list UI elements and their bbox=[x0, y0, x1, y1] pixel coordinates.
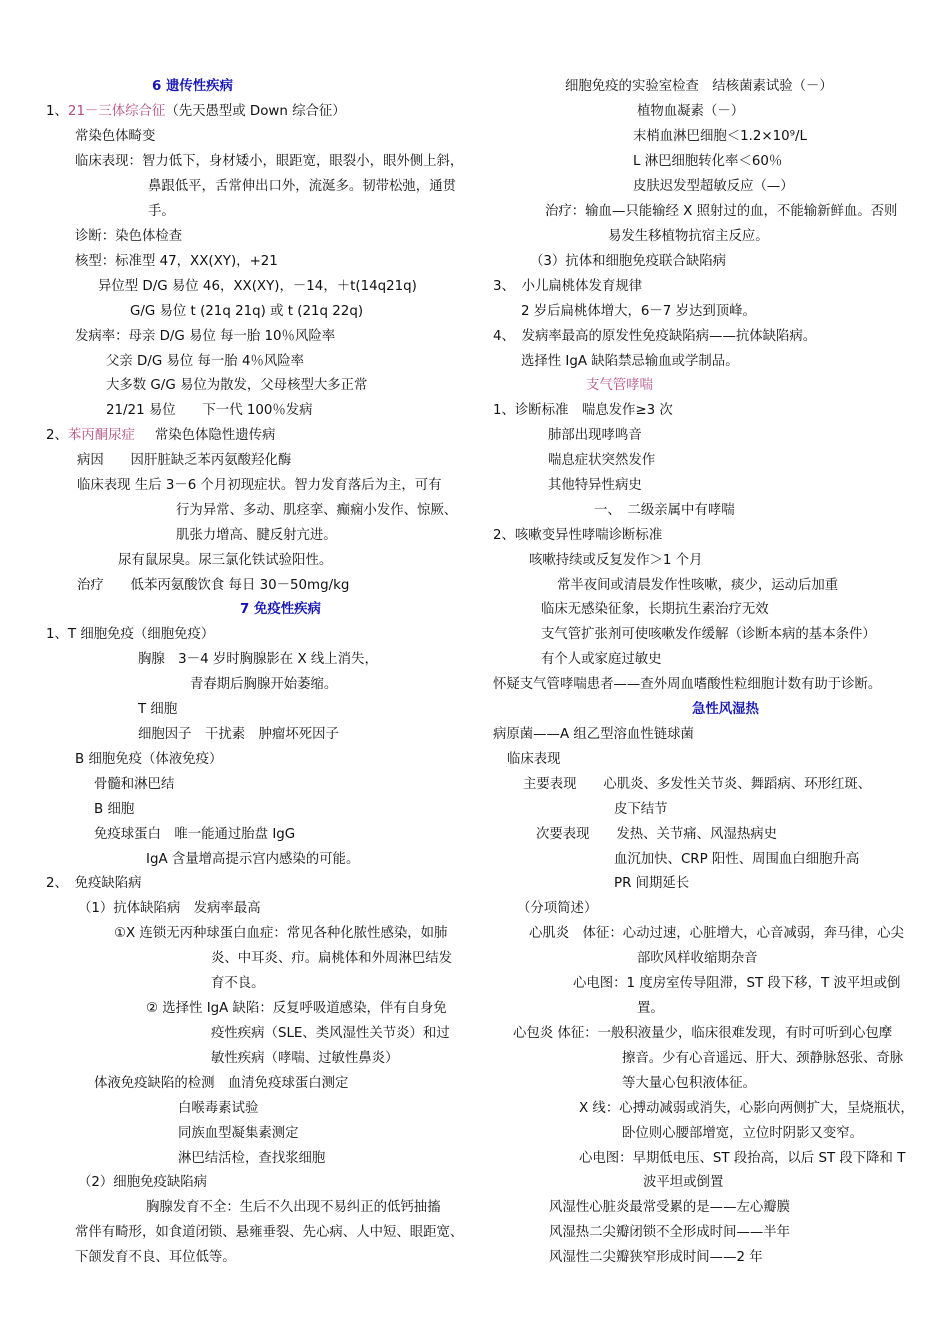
text-line: 鼻跟低平，舌常伸出口外，流涎多。韧带松弛，通贯 bbox=[148, 179, 456, 194]
text-line: 青春期后胸腺开始萎缩。 bbox=[190, 677, 338, 692]
text-line: 诊断：染色体检查 bbox=[75, 229, 183, 244]
text-line: PR 间期延长 bbox=[614, 876, 690, 891]
text-line: 卧位则心腰部增宽，立位时阴影又变窄。 bbox=[622, 1126, 864, 1141]
text-line: IgA 含量增高提示宫内感染的可能。 bbox=[146, 852, 360, 867]
text-line: 风湿热二尖瓣闭锁不全形成时间——半年 bbox=[549, 1225, 791, 1240]
disease-2-name: 苯丙酮尿症 bbox=[67, 428, 135, 443]
item-number: 2、 bbox=[46, 428, 68, 443]
text-line: 擦音。少有心音遥远、肝大、颈静脉怒张、奇脉 bbox=[622, 1051, 904, 1066]
text-line: 常伴有畸形，如食道闭锁、悬雍垂裂、先心病、人中短、眼距宽、 bbox=[75, 1225, 464, 1240]
text-line: 易发生移植物抗宿主反应。 bbox=[608, 229, 769, 244]
text-line: 部吹风样收缩期杂音 bbox=[637, 951, 758, 966]
text-line: 免疫球蛋白 唯一能通过胎盘 IgG bbox=[94, 827, 296, 842]
text-line: 支气管扩张剂可使咳嗽发作缓解（诊断本病的基本条件） bbox=[541, 627, 876, 642]
text-line: 细胞因子 干扰素 肿瘤坏死因子 bbox=[138, 727, 339, 742]
text-line: 其他特异性病史 bbox=[548, 478, 642, 493]
text-line: 病因 因肝脏缺乏苯丙氨酸羟化酶 bbox=[77, 453, 292, 468]
text-line: 临床表现：智力低下，身材矮小，眼距宽，眼裂小，眼外侧上斜， bbox=[75, 154, 464, 169]
text-line: 敏性疾病（哮喘、过敏性鼻炎） bbox=[211, 1051, 399, 1066]
text-line: 治疗：输血—只能输经 X 照射过的血，不能输新鲜血。否则 bbox=[545, 204, 898, 219]
text-line: （1）抗体缺陷病 发病率最高 bbox=[78, 901, 261, 916]
disease-2-line bbox=[46, 427, 275, 445]
text-line: 一、 二级亲属中有哮喘 bbox=[594, 503, 735, 518]
text-line: 2 岁后扁桃体增大，6－7 岁达到顶峰。 bbox=[521, 304, 756, 319]
text-line: B 细胞免疫（体液免疫） bbox=[75, 752, 223, 767]
text-line: 1、诊断标准 喘息发作≥3 次 bbox=[493, 403, 673, 418]
text-line: 风湿性二尖瓣狭窄形成时间——2 年 bbox=[549, 1250, 763, 1265]
text-line: 炎、中耳炎、疖。扁桃体和外周淋巴结发 bbox=[211, 951, 453, 966]
text-line: 等大量心包积液体征。 bbox=[622, 1076, 756, 1091]
text-line: 21/21 易位 下一代 100％发病 bbox=[106, 403, 313, 418]
text-line: 异位型 D/G 易位 46，XX(XY)，－14，＋t(14q21q) bbox=[98, 279, 417, 294]
text-line: 怀疑支气管哮喘患者——查外周血嗜酸性粒细胞计数有助于诊断。 bbox=[493, 677, 882, 692]
section-7-title: 7 免疫性疾病 bbox=[240, 602, 321, 617]
text-line: 皮肤迟发型超敏反应（—） bbox=[633, 179, 794, 194]
text-line: 心电图：早期低电压、ST 段抬高，以后 ST 段下降和 T bbox=[579, 1151, 906, 1166]
text-line: 心包炎 体征：一般积液量少，临床很难发现，有时可听到心包摩 bbox=[513, 1026, 893, 1041]
text-line: 心电图：1 度房室传导阻滞，ST 段下移，T 波平坦或倒 bbox=[573, 976, 901, 991]
asthma-title: 支气管哮喘 bbox=[586, 378, 653, 393]
text-line: 治疗 低苯丙氨酸饮食 每日 30－50mg/kg bbox=[77, 578, 350, 593]
text-line: 咳嗽持续或反复发作＞1 个月 bbox=[529, 553, 703, 568]
text-line: 下颌发育不良、耳位低等。 bbox=[75, 1250, 236, 1265]
text-line: 临床表现 bbox=[507, 752, 561, 767]
text-line: 育不良。 bbox=[211, 976, 265, 991]
text-line: 波平坦或倒置 bbox=[643, 1175, 724, 1190]
disease-1-name: 21－三体综合征 bbox=[67, 104, 166, 119]
disease-2-type: 常染色体隐性遗传病 bbox=[154, 428, 276, 443]
rheumatic-fever-title: 急性风湿热 bbox=[692, 702, 759, 717]
text-line: 胸腺发育不全：生后不久出现不易纠正的低钙抽搐 bbox=[146, 1200, 441, 1215]
text-line: X 线：心搏动减弱或消失，心影向两侧扩大，呈烧瓶状， bbox=[579, 1101, 914, 1116]
text-line: 体液免疫缺陷的检测 血清免疫球蛋白测定 bbox=[94, 1076, 349, 1091]
text-line: 手。 bbox=[148, 204, 175, 219]
text-line: 4、 发病率最高的原发性免疫缺陷病——抗体缺陷病。 bbox=[493, 329, 817, 344]
text-line: 肌张力增高、腱反射亢进。 bbox=[176, 528, 337, 543]
disease-1-alias: （先天愚型或 Down 综合征） bbox=[165, 104, 346, 119]
text-line: 末梢血淋巴细胞＜1.2×10⁹/L bbox=[633, 129, 808, 144]
text-line: 2、咳嗽变异性哮喘诊断标准 bbox=[493, 528, 663, 543]
text-line: 临床无感染征象，长期抗生素治疗无效 bbox=[541, 602, 769, 617]
text-line: （2）细胞免疫缺陷病 bbox=[78, 1175, 208, 1190]
text-line: 细胞免疫的实验室检查 结核菌素试验（－） bbox=[565, 79, 833, 94]
text-line: ② 选择性 IgA 缺陷：反复呼吸道感染，伴有自身免 bbox=[146, 1001, 447, 1016]
text-line: 肺部出现哮鸣音 bbox=[548, 428, 642, 443]
text-line: 临床表现 生后 3－6 个月初现症状。智力发育落后为主，可有 bbox=[77, 478, 442, 493]
text-line: B 细胞 bbox=[94, 802, 135, 817]
text-line: 血沉加快、CRP 阳性、周围血白细胞升高 bbox=[614, 852, 860, 867]
text-line: 骨髓和淋巴结 bbox=[94, 777, 175, 792]
text-line: 有个人或家庭过敏史 bbox=[541, 652, 662, 667]
text-line: 置。 bbox=[637, 1001, 664, 1016]
text-line: 淋巴结活检，查找浆细胞 bbox=[178, 1151, 326, 1166]
text-line: 植物血凝素（－） bbox=[637, 104, 745, 119]
text-line: 常半夜间或清晨发作性咳嗽，痰少，运动后加重 bbox=[557, 578, 839, 593]
text-line: 常染色体畸变 bbox=[75, 129, 156, 144]
text-line: 发病率：母亲 D/G 易位 每一胎 10％风险率 bbox=[75, 329, 336, 344]
text-line: 胸腺 3－4 岁时胸腺影在 X 线上消失， bbox=[138, 652, 378, 667]
text-line: 喘息症状突然发作 bbox=[548, 453, 656, 468]
text-line: 核型：标准型 47，XX(XY)，+21 bbox=[75, 254, 278, 269]
text-line: G/G 易位 t (21q 21q) 或 t (21q 22q) bbox=[130, 304, 364, 319]
text-line: 大多数 G/G 易位为散发，父母核型大多正常 bbox=[106, 378, 368, 393]
text-line: ①X 连锁无丙种球蛋白血症：常见各种化脓性感染，如肺 bbox=[114, 926, 448, 941]
text-line: 风湿性心脏炎最常受累的是——左心瓣膜 bbox=[549, 1200, 791, 1215]
text-line: 3、 小儿扁桃体发育规律 bbox=[493, 279, 643, 294]
item-number: 1、 bbox=[46, 104, 68, 119]
text-line: 心肌炎 体征：心动过速，心脏增大，心音减弱，奔马律，心尖 bbox=[529, 926, 904, 941]
text-line: T 细胞 bbox=[138, 702, 178, 717]
text-line: 选择性 IgA 缺陷禁忌输血或学制品。 bbox=[521, 354, 739, 369]
text-line: 1、T 细胞免疫（细胞免疫） bbox=[46, 627, 215, 642]
text-line: 次要表现 发热、关节痛、风湿热病史 bbox=[536, 827, 778, 842]
text-line: 主要表现 心肌炎、多发性关节炎、舞蹈病、环形红斑、 bbox=[523, 777, 872, 792]
text-line: 病原菌——A 组乙型溶血性链球菌 bbox=[493, 727, 694, 742]
disease-1-line bbox=[46, 103, 346, 121]
text-line: 2、 免疫缺陷病 bbox=[46, 876, 142, 891]
text-line: 同族血型凝集素测定 bbox=[178, 1126, 299, 1141]
text-line: 疫性疾病（SLE、类风湿性关节炎）和过 bbox=[211, 1026, 450, 1041]
text-line: 父亲 D/G 易位 每一胎 4％风险率 bbox=[106, 354, 305, 369]
text-line: 白喉毒素试验 bbox=[178, 1101, 259, 1116]
text-line: L 淋巴细胞转化率＜60％ bbox=[633, 154, 783, 169]
text-line: 行为异常、多动、肌痉挛、癫痫小发作、惊厥、 bbox=[176, 503, 458, 518]
text-line: （分项简述） bbox=[517, 901, 598, 916]
text-line: 皮下结节 bbox=[614, 802, 668, 817]
section-6-title: 6 遗传性疾病 bbox=[152, 79, 233, 94]
text-line: （3）抗体和细胞免疫联合缺陷病 bbox=[530, 254, 726, 269]
text-line: 尿有鼠尿臭。尿三氯化铁试验阳性。 bbox=[118, 553, 333, 568]
